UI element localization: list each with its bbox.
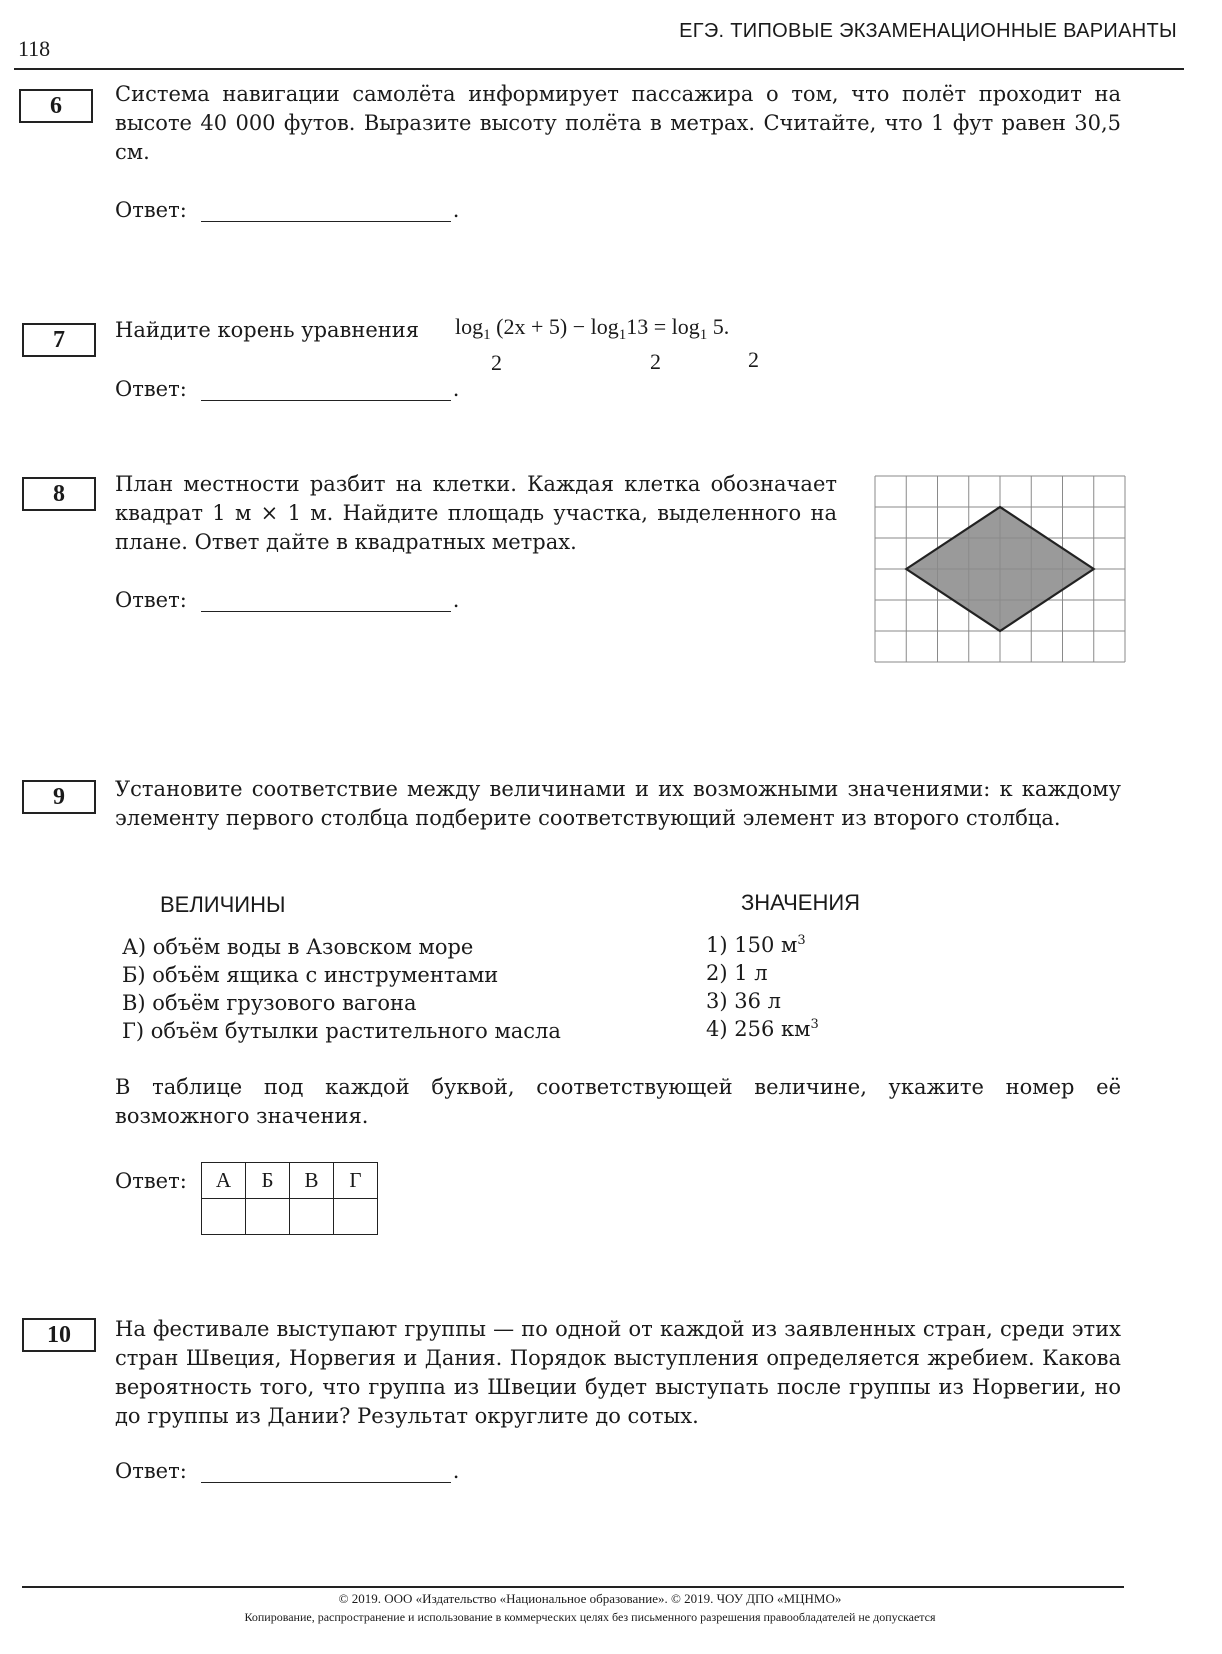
grid-plan-figure [874,475,1126,665]
page-number: 118 [18,36,51,61]
answer-table-letter-a: А [202,1163,246,1199]
answer-label: Ответ: [115,1459,187,1483]
task-9-answer-table [201,1162,378,1235]
answer-label: Ответ: [115,377,187,401]
log-3: log [671,314,700,339]
task-7-equation [455,314,730,343]
value-item-1: 1) 150 $м^3$ [706,933,806,957]
footer-copyright: © 2019. ООО «Издательство «Национальное образование». © 2019. ЧОУ ДПО «МЦНМО» [338,1591,842,1606]
answer-cell-a[interactable] [202,1199,246,1235]
answer-label: Ответ: [115,1169,187,1193]
task-number-9: 9 [22,780,96,814]
log-2-argument: 13 [626,314,649,339]
task-number-10: 10 [22,1318,96,1352]
answer-table-input-row [202,1199,378,1235]
answer-table-letter-b: Б [246,1163,290,1199]
log-1-base-denominator: 2 [491,350,502,375]
log-2-base-denominator: 2 [650,349,661,374]
log-2: log [590,314,619,339]
footer-divider [22,1586,1124,1588]
answer-dot: . [452,1459,460,1483]
quantities-column-title: ВЕЛИЧИНЫ [160,892,286,917]
task-10-answer [115,1459,459,1483]
log-1-argument: (2x + 5) [496,314,568,339]
values-column-title: ЗНАЧЕНИЯ [741,890,861,915]
running-title: ЕГЭ. ТИПОВЫЕ ЭКЗАМЕНАЦИОННЫЕ ВАРИАНТЫ [679,20,1177,42]
value-item-3: 3) 36 л [706,989,781,1013]
answer-label: Ответ: [115,588,187,612]
task-7-text: Найдите корень уравнения [115,318,420,342]
answer-cell-g[interactable] [334,1199,378,1235]
equals-sign: = [653,314,667,339]
task-9-answer-label [115,1169,187,1193]
task-8-answer [115,588,459,612]
task-number-6: 6 [19,89,93,123]
task-7-answer [115,377,459,401]
answer-table-header-row [202,1163,378,1199]
answer-label: Ответ: [115,198,187,222]
task-6-text: Система навигации самолёта информирует пассажира о том, что полёт проходит на высоте 40 000 футов. Выразите высоту полёта в метрах. Считайте, что 1 фут равен 30,5 см. [115,82,1121,164]
log-3-base: 1 [699,327,708,343]
answer-table-letter-g: Г [334,1163,378,1199]
minus-sign: − [572,314,586,339]
answer-dot: . [452,588,460,612]
answer-table-letter-v: В [290,1163,334,1199]
task-10-text: На фестивале выступают группы — по одной от каждой из заявленных стран, среди этих стран Швеция, Норвегия и Дания. Порядок выступления определяется жребием. Какова вероятность того, что группа из Швеции будет выступать после группы из Норвегии, но до группы из Дании? Результат округлите до сотых. [115,1317,1121,1428]
log-2-base: 1 [618,327,627,343]
task-6-answer [115,198,459,222]
log-3-argument: 5. [712,314,730,339]
quantity-item-b: Б) объём ящика с инструментами [122,963,499,987]
quantity-item-v: В) объём грузового вагона [122,991,417,1015]
task-number-8: 8 [22,477,96,511]
answer-field[interactable] [201,1460,451,1483]
quantity-item-g: Г) объём бутылки растительного масла [122,1019,561,1043]
answer-field[interactable] [201,199,451,222]
answer-field[interactable] [201,589,451,612]
task-8-text: План местности разбит на клетки. Каждая клетка обозначает квадрат 1 м × 1 м. Найдите площадь участка, выделенного на плане. Ответ дайте в квадратных метрах. [115,472,837,554]
answer-field[interactable] [201,378,451,401]
answer-cell-b[interactable] [246,1199,290,1235]
answer-dot: . [452,198,460,222]
task-number-7: 7 [22,323,96,357]
answer-cell-v[interactable] [290,1199,334,1235]
log-1-base: 1 [483,327,491,343]
log-3-base-denominator: 2 [748,347,759,372]
answer-dot: . [452,377,460,401]
log-1: log [455,314,484,339]
value-item-4: 4) 256 $км^3$ [706,1017,819,1041]
task-9-text: Установите соответствие между величинами и их возможными значениями: к каждому элементу первого столбца подберите соответствующий элемент из второго столбца. [115,777,1121,830]
task-9-instruction: В таблице под каждой буквой, соответствующей величине, укажите номер её возможного значения. [115,1075,1121,1128]
header-divider [14,68,1184,70]
value-item-2: 2) 1 л [706,961,768,985]
footer-notice: Копирование, распространение и использование в коммерческих целях без письменного разрешения правообладателей не допускается [244,1610,936,1624]
quantity-item-a: А) объём воды в Азовском море [122,935,474,959]
